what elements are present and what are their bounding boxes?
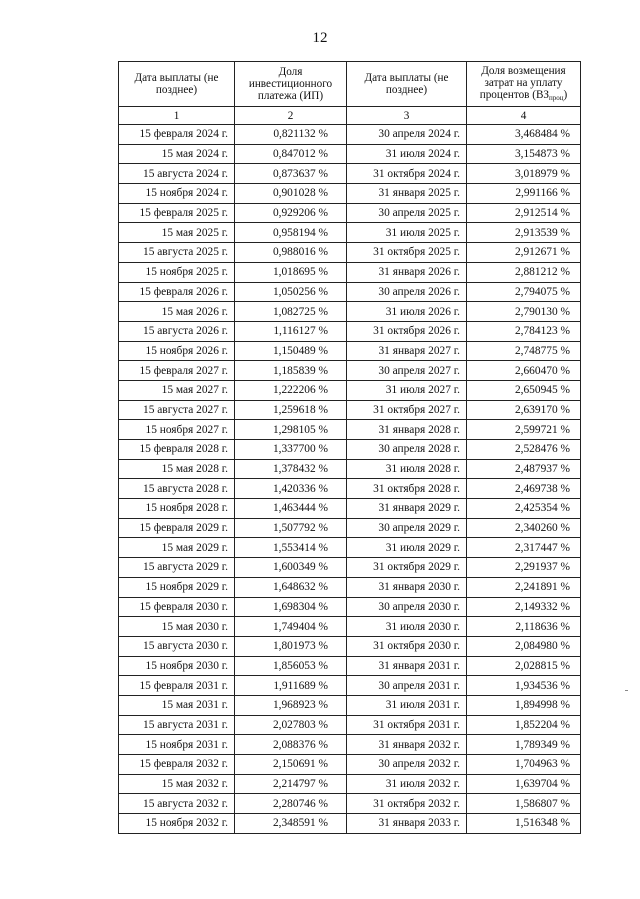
reimbursement-date-cell: 31 октября 2026 г. bbox=[347, 321, 467, 341]
scan-speck bbox=[625, 690, 628, 691]
reimbursement-share-cell: 1,934536 % bbox=[467, 676, 581, 696]
table-row bbox=[119, 695, 581, 715]
investment-share-cell: 1,222206 % bbox=[235, 380, 347, 400]
table-row bbox=[119, 400, 581, 420]
header-interest-close: ) bbox=[563, 88, 568, 101]
table-row bbox=[119, 656, 581, 676]
reimbursement-share-cell: 1,586807 % bbox=[467, 794, 581, 814]
table-row bbox=[119, 597, 581, 617]
reimbursement-share-cell: 1,639704 % bbox=[467, 774, 581, 794]
reimbursement-date-cell: 31 июля 2032 г. bbox=[347, 774, 467, 794]
investment-share-cell: 1,050256 % bbox=[235, 282, 347, 302]
reimbursement-date-cell: 31 июля 2027 г. bbox=[347, 380, 467, 400]
table-row bbox=[119, 184, 581, 204]
investment-share-cell: 1,185839 % bbox=[235, 361, 347, 381]
reimbursement-share-cell: 3,018979 % bbox=[467, 164, 581, 184]
table-header-row bbox=[119, 62, 581, 107]
payment-date-cell: 15 февраля 2031 г. bbox=[119, 676, 235, 696]
investment-share-cell: 1,856053 % bbox=[235, 656, 347, 676]
table-row bbox=[119, 518, 581, 538]
reimbursement-share-cell: 3,468484 % bbox=[467, 125, 581, 145]
payment-date-cell: 15 ноября 2028 г. bbox=[119, 499, 235, 519]
investment-share-cell: 0,821132 % bbox=[235, 125, 347, 145]
payment-date-cell: 15 августа 2028 г. bbox=[119, 479, 235, 499]
investment-share-cell: 1,378432 % bbox=[235, 459, 347, 479]
column-number: 3 bbox=[347, 107, 467, 125]
investment-share-cell: 2,088376 % bbox=[235, 735, 347, 755]
header-interest-subscript: проц bbox=[549, 93, 564, 102]
table-row bbox=[119, 302, 581, 322]
payment-date-cell: 15 мая 2031 г. bbox=[119, 695, 235, 715]
reimbursement-date-cell: 31 января 2030 г. bbox=[347, 577, 467, 597]
payment-date-cell: 15 августа 2024 г. bbox=[119, 164, 235, 184]
reimbursement-date-cell: 31 июля 2028 г. bbox=[347, 459, 467, 479]
reimbursement-share-cell: 3,154873 % bbox=[467, 144, 581, 164]
investment-share-cell: 1,259618 % bbox=[235, 400, 347, 420]
payment-date-cell: 15 августа 2025 г. bbox=[119, 243, 235, 263]
reimbursement-date-cell: 31 октября 2032 г. bbox=[347, 794, 467, 814]
payment-date-cell: 15 февраля 2026 г. bbox=[119, 282, 235, 302]
header-interest-text: Доля возмещения затрат на уплату процентов (ВЗ bbox=[479, 64, 566, 101]
column-number: 2 bbox=[235, 107, 347, 125]
payment-date-cell: 15 мая 2026 г. bbox=[119, 302, 235, 322]
table-row bbox=[119, 577, 581, 597]
reimbursement-date-cell: 31 июля 2025 г. bbox=[347, 223, 467, 243]
investment-share-cell: 1,553414 % bbox=[235, 538, 347, 558]
reimbursement-date-cell: 31 октября 2030 г. bbox=[347, 636, 467, 656]
reimbursement-date-cell: 31 октября 2025 г. bbox=[347, 243, 467, 263]
payment-date-cell: 15 февраля 2028 г. bbox=[119, 440, 235, 460]
reimbursement-share-cell: 2,340260 % bbox=[467, 518, 581, 538]
reimbursement-share-cell: 2,748775 % bbox=[467, 341, 581, 361]
payment-date-cell: 15 мая 2025 г. bbox=[119, 223, 235, 243]
payment-date-cell: 15 ноября 2030 г. bbox=[119, 656, 235, 676]
investment-share-cell: 1,648632 % bbox=[235, 577, 347, 597]
investment-share-cell: 2,027803 % bbox=[235, 715, 347, 735]
reimbursement-date-cell: 31 октября 2028 г. bbox=[347, 479, 467, 499]
payment-date-cell: 15 августа 2032 г. bbox=[119, 794, 235, 814]
payment-date-cell: 15 ноября 2025 г. bbox=[119, 262, 235, 282]
payment-date-cell: 15 августа 2031 г. bbox=[119, 715, 235, 735]
reimbursement-date-cell: 31 января 2031 г. bbox=[347, 656, 467, 676]
table-row bbox=[119, 361, 581, 381]
table-row bbox=[119, 243, 581, 263]
table-row bbox=[119, 223, 581, 243]
investment-share-cell: 1,463444 % bbox=[235, 499, 347, 519]
payment-date-cell: 15 февраля 2029 г. bbox=[119, 518, 235, 538]
payment-schedule-table bbox=[118, 61, 581, 834]
reimbursement-date-cell: 31 января 2028 г. bbox=[347, 420, 467, 440]
reimbursement-share-cell: 2,913539 % bbox=[467, 223, 581, 243]
payment-date-cell: 15 февраля 2030 г. bbox=[119, 597, 235, 617]
investment-share-cell: 1,082725 % bbox=[235, 302, 347, 322]
investment-share-cell: 1,116127 % bbox=[235, 321, 347, 341]
reimbursement-share-cell: 1,894998 % bbox=[467, 695, 581, 715]
reimbursement-share-cell: 2,639170 % bbox=[467, 400, 581, 420]
payment-date-cell: 15 февраля 2025 г. bbox=[119, 203, 235, 223]
payment-date-cell: 15 мая 2032 г. bbox=[119, 774, 235, 794]
investment-share-cell: 2,214797 % bbox=[235, 774, 347, 794]
investment-share-cell: 1,337700 % bbox=[235, 440, 347, 460]
payment-date-cell: 15 августа 2027 г. bbox=[119, 400, 235, 420]
reimbursement-date-cell: 30 апреля 2024 г. bbox=[347, 125, 467, 145]
reimbursement-share-cell: 2,790130 % bbox=[467, 302, 581, 322]
table-row bbox=[119, 420, 581, 440]
table-row bbox=[119, 558, 581, 578]
reimbursement-share-cell: 2,317447 % bbox=[467, 538, 581, 558]
investment-share-cell: 0,901028 % bbox=[235, 184, 347, 204]
payment-date-cell: 15 августа 2026 г. bbox=[119, 321, 235, 341]
payment-date-cell: 15 мая 2029 г. bbox=[119, 538, 235, 558]
table-row bbox=[119, 538, 581, 558]
reimbursement-share-cell: 2,912514 % bbox=[467, 203, 581, 223]
reimbursement-date-cell: 30 апреля 2026 г. bbox=[347, 282, 467, 302]
reimbursement-share-cell: 1,516348 % bbox=[467, 814, 581, 834]
payment-date-cell: 15 февраля 2027 г. bbox=[119, 361, 235, 381]
reimbursement-date-cell: 31 января 2032 г. bbox=[347, 735, 467, 755]
table-row bbox=[119, 814, 581, 834]
column-number-row bbox=[119, 107, 581, 125]
investment-share-cell: 2,150691 % bbox=[235, 755, 347, 775]
table-row bbox=[119, 459, 581, 479]
reimbursement-date-cell: 31 июля 2029 г. bbox=[347, 538, 467, 558]
payment-date-cell: 15 мая 2028 г. bbox=[119, 459, 235, 479]
investment-share-cell: 2,348591 % bbox=[235, 814, 347, 834]
investment-share-cell: 1,749404 % bbox=[235, 617, 347, 637]
payment-date-cell: 15 февраля 2024 г. bbox=[119, 125, 235, 145]
table-row bbox=[119, 125, 581, 145]
table-row bbox=[119, 499, 581, 519]
payment-date-cell: 15 августа 2030 г. bbox=[119, 636, 235, 656]
reimbursement-share-cell: 2,881212 % bbox=[467, 262, 581, 282]
investment-share-cell: 1,600349 % bbox=[235, 558, 347, 578]
reimbursement-date-cell: 30 апреля 2028 г. bbox=[347, 440, 467, 460]
table-row bbox=[119, 321, 581, 341]
header-interest-reimbursement-share bbox=[467, 62, 581, 107]
table-row bbox=[119, 262, 581, 282]
reimbursement-date-cell: 31 июля 2031 г. bbox=[347, 695, 467, 715]
table-row bbox=[119, 440, 581, 460]
table-row bbox=[119, 282, 581, 302]
investment-share-cell: 1,801973 % bbox=[235, 636, 347, 656]
investment-share-cell: 0,847012 % bbox=[235, 144, 347, 164]
reimbursement-date-cell: 31 января 2029 г. bbox=[347, 499, 467, 519]
table-row bbox=[119, 755, 581, 775]
reimbursement-share-cell: 2,794075 % bbox=[467, 282, 581, 302]
table-row bbox=[119, 617, 581, 637]
table-row bbox=[119, 203, 581, 223]
reimbursement-share-cell: 2,291937 % bbox=[467, 558, 581, 578]
investment-share-cell: 1,911689 % bbox=[235, 676, 347, 696]
payment-date-cell: 15 ноября 2032 г. bbox=[119, 814, 235, 834]
payment-date-cell: 15 ноября 2029 г. bbox=[119, 577, 235, 597]
page-number: 12 bbox=[312, 30, 328, 46]
reimbursement-share-cell: 2,528476 % bbox=[467, 440, 581, 460]
header-payment-date: Дата выплаты (не позднее) bbox=[119, 62, 235, 107]
reimbursement-date-cell: 31 января 2027 г. bbox=[347, 341, 467, 361]
reimbursement-share-cell: 2,028815 % bbox=[467, 656, 581, 676]
reimbursement-share-cell: 2,118636 % bbox=[467, 617, 581, 637]
reimbursement-date-cell: 30 апреля 2027 г. bbox=[347, 361, 467, 381]
payment-date-cell: 15 августа 2029 г. bbox=[119, 558, 235, 578]
reimbursement-date-cell: 31 октября 2024 г. bbox=[347, 164, 467, 184]
investment-share-cell: 1,298105 % bbox=[235, 420, 347, 440]
table-body bbox=[119, 125, 581, 834]
table-row bbox=[119, 341, 581, 361]
reimbursement-share-cell: 2,660470 % bbox=[467, 361, 581, 381]
reimbursement-share-cell: 2,599721 % bbox=[467, 420, 581, 440]
reimbursement-share-cell: 2,650945 % bbox=[467, 380, 581, 400]
investment-share-cell: 0,873637 % bbox=[235, 164, 347, 184]
payment-date-cell: 15 мая 2024 г. bbox=[119, 144, 235, 164]
table-row bbox=[119, 636, 581, 656]
reimbursement-date-cell: 31 июля 2026 г. bbox=[347, 302, 467, 322]
reimbursement-share-cell: 1,852204 % bbox=[467, 715, 581, 735]
payment-date-cell: 15 мая 2027 г. bbox=[119, 380, 235, 400]
header-payment-date-2: Дата выплаты (не позднее) bbox=[347, 62, 467, 107]
reimbursement-date-cell: 31 июля 2030 г. bbox=[347, 617, 467, 637]
header-investment-share: Доля инвестиционного платежа (ИП) bbox=[235, 62, 347, 107]
reimbursement-date-cell: 30 апреля 2029 г. bbox=[347, 518, 467, 538]
investment-share-cell: 1,698304 % bbox=[235, 597, 347, 617]
table-row bbox=[119, 479, 581, 499]
table-row bbox=[119, 774, 581, 794]
payment-date-cell: 15 ноября 2026 г. bbox=[119, 341, 235, 361]
investment-share-cell: 1,018695 % bbox=[235, 262, 347, 282]
table-row bbox=[119, 715, 581, 735]
reimbursement-date-cell: 31 октября 2031 г. bbox=[347, 715, 467, 735]
reimbursement-date-cell: 31 января 2026 г. bbox=[347, 262, 467, 282]
reimbursement-share-cell: 2,084980 % bbox=[467, 636, 581, 656]
investment-share-cell: 0,929206 % bbox=[235, 203, 347, 223]
reimbursement-share-cell: 2,425354 % bbox=[467, 499, 581, 519]
payment-date-cell: 15 февраля 2032 г. bbox=[119, 755, 235, 775]
reimbursement-share-cell: 2,149332 % bbox=[467, 597, 581, 617]
payment-date-cell: 15 мая 2030 г. bbox=[119, 617, 235, 637]
table-row bbox=[119, 676, 581, 696]
table-row bbox=[119, 144, 581, 164]
table-row bbox=[119, 380, 581, 400]
reimbursement-date-cell: 31 октября 2027 г. bbox=[347, 400, 467, 420]
reimbursement-share-cell: 2,241891 % bbox=[467, 577, 581, 597]
reimbursement-share-cell: 2,991166 % bbox=[467, 184, 581, 204]
table-row bbox=[119, 164, 581, 184]
investment-share-cell: 0,988016 % bbox=[235, 243, 347, 263]
table-row bbox=[119, 794, 581, 814]
reimbursement-date-cell: 30 апреля 2030 г. bbox=[347, 597, 467, 617]
reimbursement-share-cell: 2,469738 % bbox=[467, 479, 581, 499]
reimbursement-date-cell: 30 апреля 2031 г. bbox=[347, 676, 467, 696]
investment-share-cell: 1,150489 % bbox=[235, 341, 347, 361]
reimbursement-share-cell: 1,789349 % bbox=[467, 735, 581, 755]
reimbursement-date-cell: 31 октября 2029 г. bbox=[347, 558, 467, 578]
reimbursement-share-cell: 2,912671 % bbox=[467, 243, 581, 263]
investment-share-cell: 0,958194 % bbox=[235, 223, 347, 243]
reimbursement-share-cell: 1,704963 % bbox=[467, 755, 581, 775]
payment-date-cell: 15 ноября 2031 г. bbox=[119, 735, 235, 755]
reimbursement-date-cell: 30 апреля 2025 г. bbox=[347, 203, 467, 223]
reimbursement-date-cell: 31 января 2025 г. bbox=[347, 184, 467, 204]
payment-date-cell: 15 ноября 2027 г. bbox=[119, 420, 235, 440]
reimbursement-share-cell: 2,784123 % bbox=[467, 321, 581, 341]
reimbursement-date-cell: 30 апреля 2032 г. bbox=[347, 755, 467, 775]
table-row bbox=[119, 735, 581, 755]
reimbursement-share-cell: 2,487937 % bbox=[467, 459, 581, 479]
column-number: 4 bbox=[467, 107, 581, 125]
reimbursement-date-cell: 31 июля 2024 г. bbox=[347, 144, 467, 164]
payment-date-cell: 15 ноября 2024 г. bbox=[119, 184, 235, 204]
investment-share-cell: 1,420336 % bbox=[235, 479, 347, 499]
investment-share-cell: 2,280746 % bbox=[235, 794, 347, 814]
column-number: 1 bbox=[119, 107, 235, 125]
reimbursement-date-cell: 31 января 2033 г. bbox=[347, 814, 467, 834]
investment-share-cell: 1,507792 % bbox=[235, 518, 347, 538]
investment-share-cell: 1,968923 % bbox=[235, 695, 347, 715]
